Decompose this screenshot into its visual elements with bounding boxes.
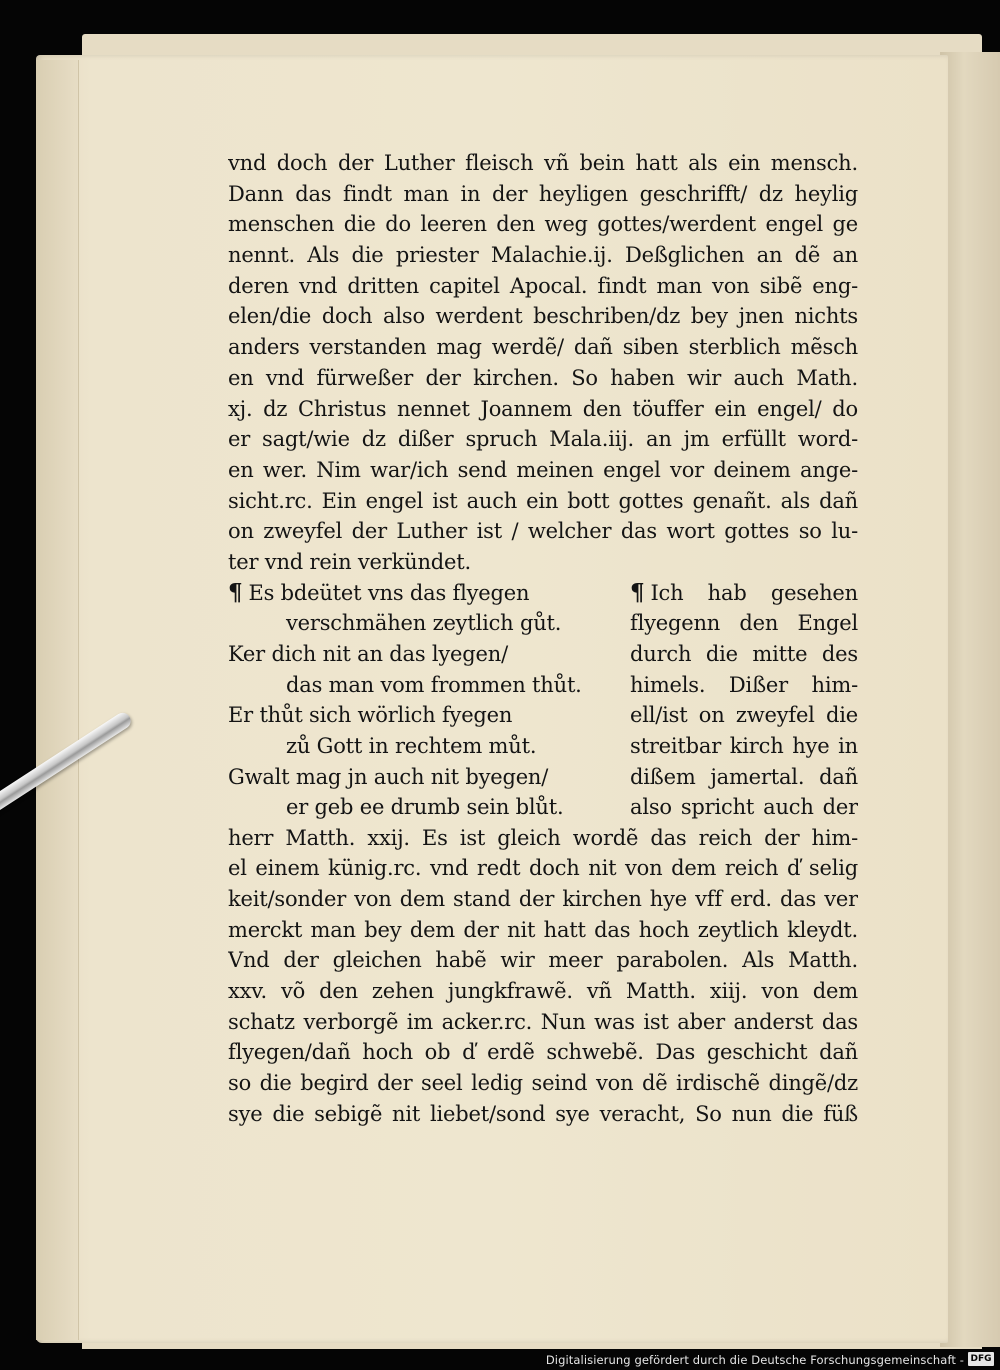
page-gutter xyxy=(36,60,79,1340)
side-line: dißem jamertal. dañ xyxy=(630,764,858,789)
side-line: Ich hab gesehen xyxy=(650,580,858,605)
dfg-logo: DFG xyxy=(968,1352,994,1366)
verse-section xyxy=(228,578,858,820)
text-line: merckt man bey dem der nit hatt das hoch zeytlich kleydt. xyxy=(228,917,858,942)
side-line: ell/ist on zweyfel die xyxy=(630,703,858,728)
text-line: anders verstanden mag werdẽ/ dañ siben sterblich mẽsch xyxy=(228,335,858,360)
text-line: elen/die doch also werdent beschriben/dz bey jnen nichts xyxy=(228,304,858,329)
text-line: menschen die do leeren den weg gottes/werdent engel ge xyxy=(228,212,858,237)
text-line: sicht.rc. Ein engel ist auch ein bott gottes genañt. als dañ xyxy=(228,488,858,513)
verse-line: Er thůt sich wörlich fyegen xyxy=(228,703,513,728)
main-text-block xyxy=(228,148,858,1130)
text-line: deren vnd dritten capitel Apocal. findt man von sibẽ eng- xyxy=(228,273,858,298)
side-line: durch die mitte des xyxy=(630,642,858,666)
verse-line: Gwalt mag jn auch nit byegen/ xyxy=(228,764,549,789)
text-line: ter vnd rein verkündet. xyxy=(228,549,471,574)
text-line: er sagt/wie dz dißer spruch Mala.iij. an jm erfüllt word- xyxy=(228,427,858,452)
text-line: on zweyfel der Luther ist / welcher das wort gottes so lu- xyxy=(228,519,858,544)
text-line: vnd doch der Luther fleisch vñ bein hatt als ein mensch. xyxy=(228,151,858,175)
funding-credit: Digitalisierung gefördert durch die Deutsche Forschungsgemeinschaft - xyxy=(545,1353,964,1367)
verse-line: verschmähen zeytlich gůt. xyxy=(286,611,562,636)
text-line: el einem künig.rc. vnd redt doch nit von dem reich ď selig xyxy=(228,856,858,881)
facing-page-edge xyxy=(940,52,1000,1347)
top-paragraph xyxy=(228,148,858,578)
text-line: flyegen/dañ hoch ob ď erdẽ schwebẽ. Das geschicht dañ xyxy=(228,1040,858,1065)
side-line: himels. Dißer him- xyxy=(630,672,858,697)
text-line: en wer. Nim war/ich send meinen engel vor deinem ange- xyxy=(228,457,858,482)
text-line: Dann das findt man in der heyligen geschrifft/ dz heylig xyxy=(228,181,858,206)
verse-line: Es bdeütet vns das flyegen xyxy=(248,580,530,605)
text-line: sye die sebigẽ nit liebet/sond sye veracht, So nun die füß xyxy=(228,1101,858,1126)
verse-line: er geb ee drumb sein blůt. xyxy=(286,795,564,820)
verse-column xyxy=(228,578,628,824)
side-line: flyegenn den Engel xyxy=(630,611,858,636)
text-line: xj. dz Christus nennet Joannem den töuffer ein engel/ do xyxy=(228,396,858,421)
verse-line: zů Gott in rechtem můt. xyxy=(286,734,537,759)
side-line: streitbar kirch hye in xyxy=(630,734,858,759)
verse-line: das man vom frommen thůt. xyxy=(286,672,582,697)
verse-line: Ker dich nit an das lyegen/ xyxy=(228,642,508,666)
text-line: en vnd fürweßer der kirchen. So haben wir auch Math. xyxy=(228,365,858,390)
side-line: also spricht auch der xyxy=(630,795,858,820)
bottom-paragraph xyxy=(228,823,858,1130)
text-line: keit/sonder von dem stand der kirchen hye vff erd. das ver xyxy=(228,887,858,911)
text-line: herr Matth. xxij. Es ist gleich wordẽ das reich der him- xyxy=(228,825,858,850)
text-line: so die begird der seel ledig seind von dẽ irdischẽ dingẽ/dz xyxy=(228,1071,858,1096)
text-line: xxv. võ den zehen jungkfrawẽ. vñ Matth. xiij. von dem xyxy=(228,979,858,1004)
text-line: Vnd der gleichen habẽ wir meer parabolen. Als Matth. xyxy=(228,948,858,973)
side-column xyxy=(630,578,858,824)
pilcrow-mark: ¶ xyxy=(630,578,645,606)
text-line: schatz verborgẽ im acker.rc. Nun was ist aber anderst das xyxy=(228,1009,858,1034)
pilcrow-mark: ¶ xyxy=(228,578,243,606)
text-line: nennt. Als die priester Malachie.ij. Deßglichen an dẽ an xyxy=(228,243,858,268)
